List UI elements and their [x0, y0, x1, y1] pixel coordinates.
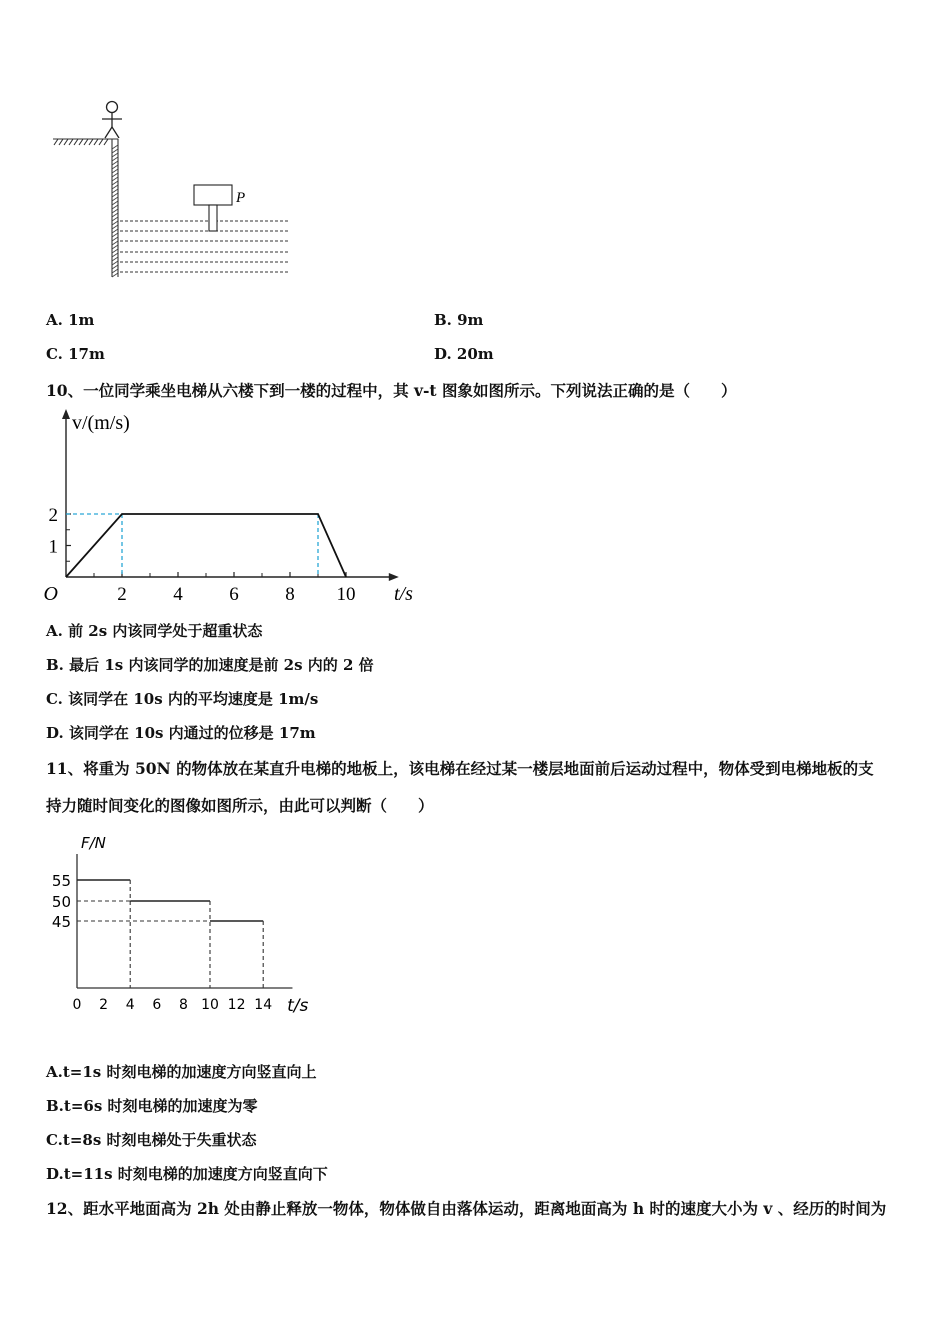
cliff-hatch-mark — [112, 169, 118, 173]
cliff-hatch-mark — [112, 185, 118, 189]
option-d-q9[interactable]: D. 20m — [434, 345, 494, 363]
cliff-hatch-mark — [112, 245, 118, 249]
question-12-stem: 12、距水平地面高为 2h 处由静止释放一物体，物体做自由落体运动，距离地面高为 h 时的速度大小为 v 、经历的时间为 — [46, 1199, 887, 1218]
velocity-line — [66, 514, 346, 577]
y-tick-label: 50 — [51, 893, 71, 911]
cliff-hatch-mark — [112, 229, 118, 233]
cliff-hatch-mark — [112, 165, 118, 169]
vt-chart — [40, 405, 413, 610]
x-tick-label: 12 — [227, 997, 246, 1013]
y-tick-label: 2 — [48, 505, 58, 526]
option-c-q10[interactable]: C. 该同学在 10s 内的平均速度是 1m/s — [46, 690, 319, 708]
cliff-hatch-mark — [112, 149, 118, 153]
cliff-hatch-mark — [112, 189, 118, 193]
cliff-hatch-mark — [112, 145, 118, 149]
x-axis-label: t/s — [287, 996, 309, 1016]
y-axis-arrow — [62, 409, 70, 419]
x-tick-label: 10 — [201, 997, 219, 1013]
option-c-q11[interactable]: C.t=8s 时刻电梯处于失重状态 — [46, 1131, 257, 1149]
x-tick-label: 0 — [72, 997, 82, 1013]
x-tick-label: 4 — [173, 584, 183, 605]
water-surface — [120, 221, 288, 272]
cliff-hatch-mark — [112, 233, 118, 237]
cliff-hatch-mark — [112, 201, 118, 205]
cliff-hatch-mark — [112, 197, 118, 201]
cliff-hatch-mark — [112, 253, 118, 257]
option-d-q10[interactable]: D. 该同学在 10s 内通过的位移是 17m — [46, 724, 316, 742]
figure-diving — [40, 95, 300, 285]
label-p: P — [236, 190, 246, 206]
cliff-hatch-mark — [112, 161, 118, 165]
x-axis-label: t/s — [394, 583, 413, 605]
cliff-hatch-mark — [112, 213, 118, 217]
cliff-hatch-mark — [112, 193, 118, 197]
cliff-hatch-mark — [112, 177, 118, 181]
cliff-hatch-mark — [112, 181, 118, 185]
option-b-q11[interactable]: B.t=6s 时刻电梯的加速度为零 — [46, 1097, 258, 1115]
x-tick-label: 4 — [125, 997, 135, 1013]
x-tick-label: 2 — [117, 584, 127, 605]
cliff-hatch-mark — [112, 269, 118, 273]
question-11-stem-line1: 11、将重为 50N 的物体放在某直升电梯的地板上，该电梯在经过某一楼层地面前后运动过程中，物体受到电梯地板的支 — [46, 759, 874, 778]
cliff-hatch-mark — [112, 237, 118, 241]
option-d-q11[interactable]: D.t=11s 时刻电梯的加速度方向竖直向下 — [46, 1165, 328, 1183]
cliff-hatch-mark — [112, 257, 118, 261]
cliff-hatch-mark — [112, 225, 118, 229]
x-tick-label: 14 — [254, 997, 273, 1013]
option-c-q9[interactable]: C. 17m — [46, 345, 105, 363]
x-tick-label: 2 — [99, 997, 109, 1013]
x-axis-arrow — [389, 573, 399, 581]
x-tick-label: 8 — [285, 584, 295, 605]
y-axis-label: v/(m/s) — [72, 412, 130, 434]
cliff-hatch-mark — [112, 241, 118, 245]
x-tick-label: 10 — [336, 584, 356, 605]
cliff-hatch-mark — [112, 157, 118, 161]
question-11-stem-line2: 持力随时间变化的图像如图所示，由此可以判断（ ） — [46, 796, 434, 815]
y-tick-label: 1 — [48, 536, 58, 558]
cliff-hatch-mark — [112, 217, 118, 221]
option-b-q9[interactable]: B. 9m — [434, 311, 484, 329]
cliff-hatch-mark — [112, 153, 118, 157]
cliff-hatch-mark — [112, 205, 118, 209]
cliff-hatch-mark — [112, 221, 118, 225]
y-tick-label: 55 — [51, 872, 71, 890]
object-p — [194, 185, 232, 231]
option-b-q10[interactable]: B. 最后 1s 内该同学的加速度是前 2s 内的 2 倍 — [46, 656, 374, 674]
y-axis-label: F/N — [81, 834, 106, 852]
cliff-hatch — [112, 145, 118, 277]
cliff-hatch-mark — [112, 249, 118, 253]
x-tick-label: 6 — [152, 997, 162, 1013]
cliff-hatch-mark — [112, 209, 118, 213]
cliff-hatch-mark — [112, 173, 118, 177]
x-tick-label: 6 — [229, 584, 239, 605]
y-tick-label: 45 — [51, 913, 71, 931]
origin-label: O — [43, 583, 58, 605]
option-a-q11[interactable]: A.t=1s 时刻电梯的加速度方向竖直向上 — [46, 1063, 317, 1081]
question-10-stem: 10、一位同学乘坐电梯从六楼下到一楼的过程中，其 v-t 图象如图所示。下列说法正确的是（ ） — [46, 381, 737, 400]
person-icon — [102, 102, 122, 139]
option-a-q9[interactable]: A. 1m — [46, 311, 95, 329]
x-tick-label: 8 — [178, 997, 188, 1013]
cliff-hatch-mark — [112, 273, 118, 277]
cliff-hatch-mark — [112, 261, 118, 265]
cliff-top — [53, 139, 118, 145]
ft-chart — [40, 828, 330, 1023]
option-a-q10[interactable]: A. 前 2s 内该同学处于超重状态 — [46, 622, 263, 640]
cliff-hatch-mark — [112, 265, 118, 269]
